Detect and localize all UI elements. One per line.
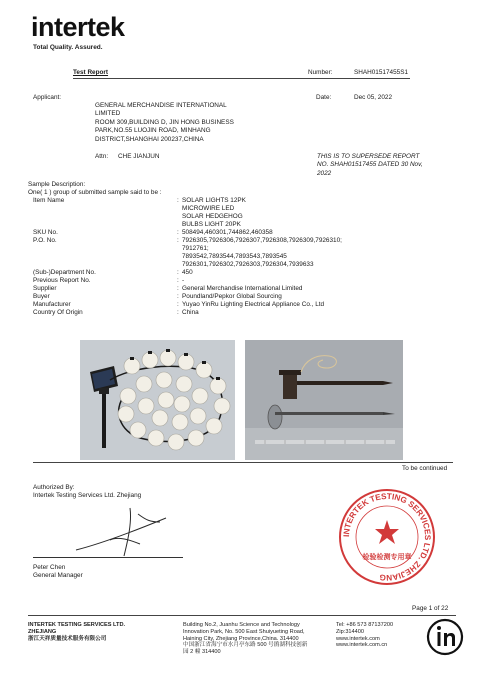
footer-address-line: 中国浙江省海宁市水月亭东路 500 号鹃湖科技创新: [183, 642, 308, 649]
sample-row-value: [182, 293, 282, 301]
sample-description-label: Sample Description:: [28, 181, 86, 188]
date-label: Date:: [316, 94, 332, 101]
applicant-label: Applicant:: [33, 94, 62, 101]
date-value: Dec 05, 2022: [354, 94, 393, 101]
title-rule: [73, 78, 410, 79]
footer-contact-line: Zip:314400: [336, 628, 364, 635]
sample-group-line: One( 1 ) group of submitted sample said to be :: [28, 189, 162, 196]
intertek-badge-icon: [425, 617, 465, 657]
sample-value-line: MICROWIRE LED: [182, 205, 235, 212]
company-seal: [337, 487, 437, 587]
footer-address-line: Haining City, Zhejiang Province,China. 314400: [183, 635, 299, 642]
intertek-logo: intertek: [31, 12, 125, 42]
product-photo-solar-stakes: [245, 340, 403, 460]
sample-row-colon: :: [177, 229, 179, 236]
footer-address-line: 园 2 幢 314400: [183, 649, 221, 656]
report-title: Test Report: [73, 69, 109, 76]
footer-company-line: 浙江天祥质量技术服务有限公司: [28, 635, 107, 642]
footer-address-line: Innovation Park, No. 500 East Shuiyueting Road,: [183, 628, 305, 635]
sample-value-line: 7926305,7926306,7926307,7926308,7926309,7926310;: [182, 237, 342, 244]
signature-line: [33, 557, 183, 558]
footer-rule: [28, 615, 456, 616]
footer-contact: [336, 622, 393, 649]
supersede-line: 2022: [317, 169, 332, 177]
page-number: Page 1 of 22: [412, 605, 449, 612]
sample-value-line: China: [182, 309, 199, 316]
to-be-continued: To be continued: [402, 465, 448, 472]
sample-row-colon: :: [177, 237, 179, 244]
applicant-line: ROOM 309,BUILDING D, JIN HONG BUSINESS: [95, 118, 234, 126]
sample-row-label: P.O. No.: [33, 237, 57, 244]
sample-row-label: Buyer: [33, 293, 50, 300]
sample-value-line: 450: [182, 269, 193, 276]
sample-value-line: General Merchandise International Limited: [182, 285, 303, 292]
supersede-line: THIS IS TO SUPERSEDE REPORT: [317, 153, 420, 160]
footer-company: [28, 622, 125, 642]
sample-row-colon: :: [177, 197, 179, 204]
solar-stakes-illustration: [245, 340, 403, 460]
sample-row-value: [182, 309, 199, 317]
logo-tagline: Total Quality. Assured.: [33, 44, 103, 51]
sample-row-value: [182, 301, 324, 309]
sample-row-label: Previous Report No.: [33, 277, 91, 284]
sample-row-value: [182, 269, 193, 277]
seal-ring-text: INTERTEK TESTING SERVICES LTD. ZHEJIANG: [341, 491, 433, 583]
sample-row-colon: :: [177, 285, 179, 292]
applicant-line: DISTRICT,SHANGHAI 200237,CHINA: [95, 135, 204, 143]
sample-value-line: 508494,460301,744862,460358: [182, 229, 273, 236]
sample-row-label: (Sub-)Department No.: [33, 269, 96, 276]
sample-value-line: 7912761;: [182, 245, 209, 252]
product-photo-solar-bulbs: [80, 340, 235, 460]
sample-row-value: [182, 197, 246, 229]
applicant-line: GENERAL MERCHANDISE INTERNATIONAL: [95, 102, 227, 109]
sample-row-colon: :: [177, 301, 179, 308]
sample-value-line: SOLAR HEDGEHOG: [182, 213, 243, 220]
sample-row-value: [182, 237, 342, 269]
supersede-note: [317, 153, 423, 178]
sample-row-value: [182, 229, 273, 237]
sample-row-label: Country Of Origin: [33, 309, 83, 316]
sample-value-line: 7893542,7893544,7893543,7893545: [182, 253, 287, 260]
footer-contact-line: www.intertek.com: [336, 635, 380, 642]
footer-company-line: INTERTEK TESTING SERVICES LTD.: [28, 622, 126, 628]
solar-bulbs-illustration: [80, 340, 235, 460]
sample-value-line: Poundland/Pepkor Global Sourcing: [182, 293, 282, 300]
sample-value-line: -: [182, 277, 185, 284]
applicant-line: PARK,NO.55 LUOJIN ROAD, MINHANG: [95, 127, 211, 135]
signer-name: Peter Chen: [33, 564, 66, 571]
sample-row-colon: :: [177, 293, 179, 300]
signature-mark: [70, 500, 180, 560]
number-label: Number:: [308, 69, 333, 76]
footer-contact-line: Tel: +86 573 87137200: [336, 622, 394, 628]
attn-value: CHE JIANJUN: [118, 153, 160, 160]
footer-company-line: ZHEJIANG: [28, 628, 57, 635]
sample-value-line: 7926301,7926302,7926303,7926304,7939633: [182, 261, 314, 268]
signer-title: General Manager: [33, 572, 83, 579]
sample-row-value: [182, 285, 302, 293]
authorized-by-label: Authorized By:: [33, 484, 75, 491]
sample-row-label: Manufacturer: [33, 301, 71, 308]
attn-label: Attn:: [95, 153, 109, 160]
sample-row-label: Supplier: [33, 285, 57, 292]
sample-row-label: Item Name: [33, 197, 65, 204]
number-value: SHAH01517455S1: [354, 69, 409, 76]
sample-row-colon: :: [177, 277, 179, 284]
footer-address: [183, 622, 307, 656]
seal-center-text: 检验检测专用章: [362, 553, 412, 561]
sample-value-line: BULBS LIGHT 20PK: [182, 221, 241, 228]
supersede-line: NO. SHAH01517455 DATED 30 Nov,: [317, 161, 423, 169]
sample-value-line: Yuyao YinRu Lighting Electrical Appliance Co., Ltd: [182, 301, 325, 308]
sample-row-colon: :: [177, 269, 179, 276]
authorizing-company: Intertek Testing Services Ltd. Zhejiang: [33, 492, 142, 499]
sample-row-label: SKU No.: [33, 229, 58, 236]
sample-row-value: [182, 277, 184, 285]
continued-rule: [33, 462, 453, 463]
footer-contact-line: www.intertek.com.cn: [336, 642, 388, 649]
footer-address-line: Building No.2, Juanhu Science and Technology: [183, 622, 300, 628]
applicant-line: LIMITED: [95, 110, 121, 118]
sample-row-colon: :: [177, 309, 179, 316]
sample-value-line: SOLAR LIGHTS 12PK: [182, 197, 246, 204]
applicant-address: [95, 102, 234, 144]
